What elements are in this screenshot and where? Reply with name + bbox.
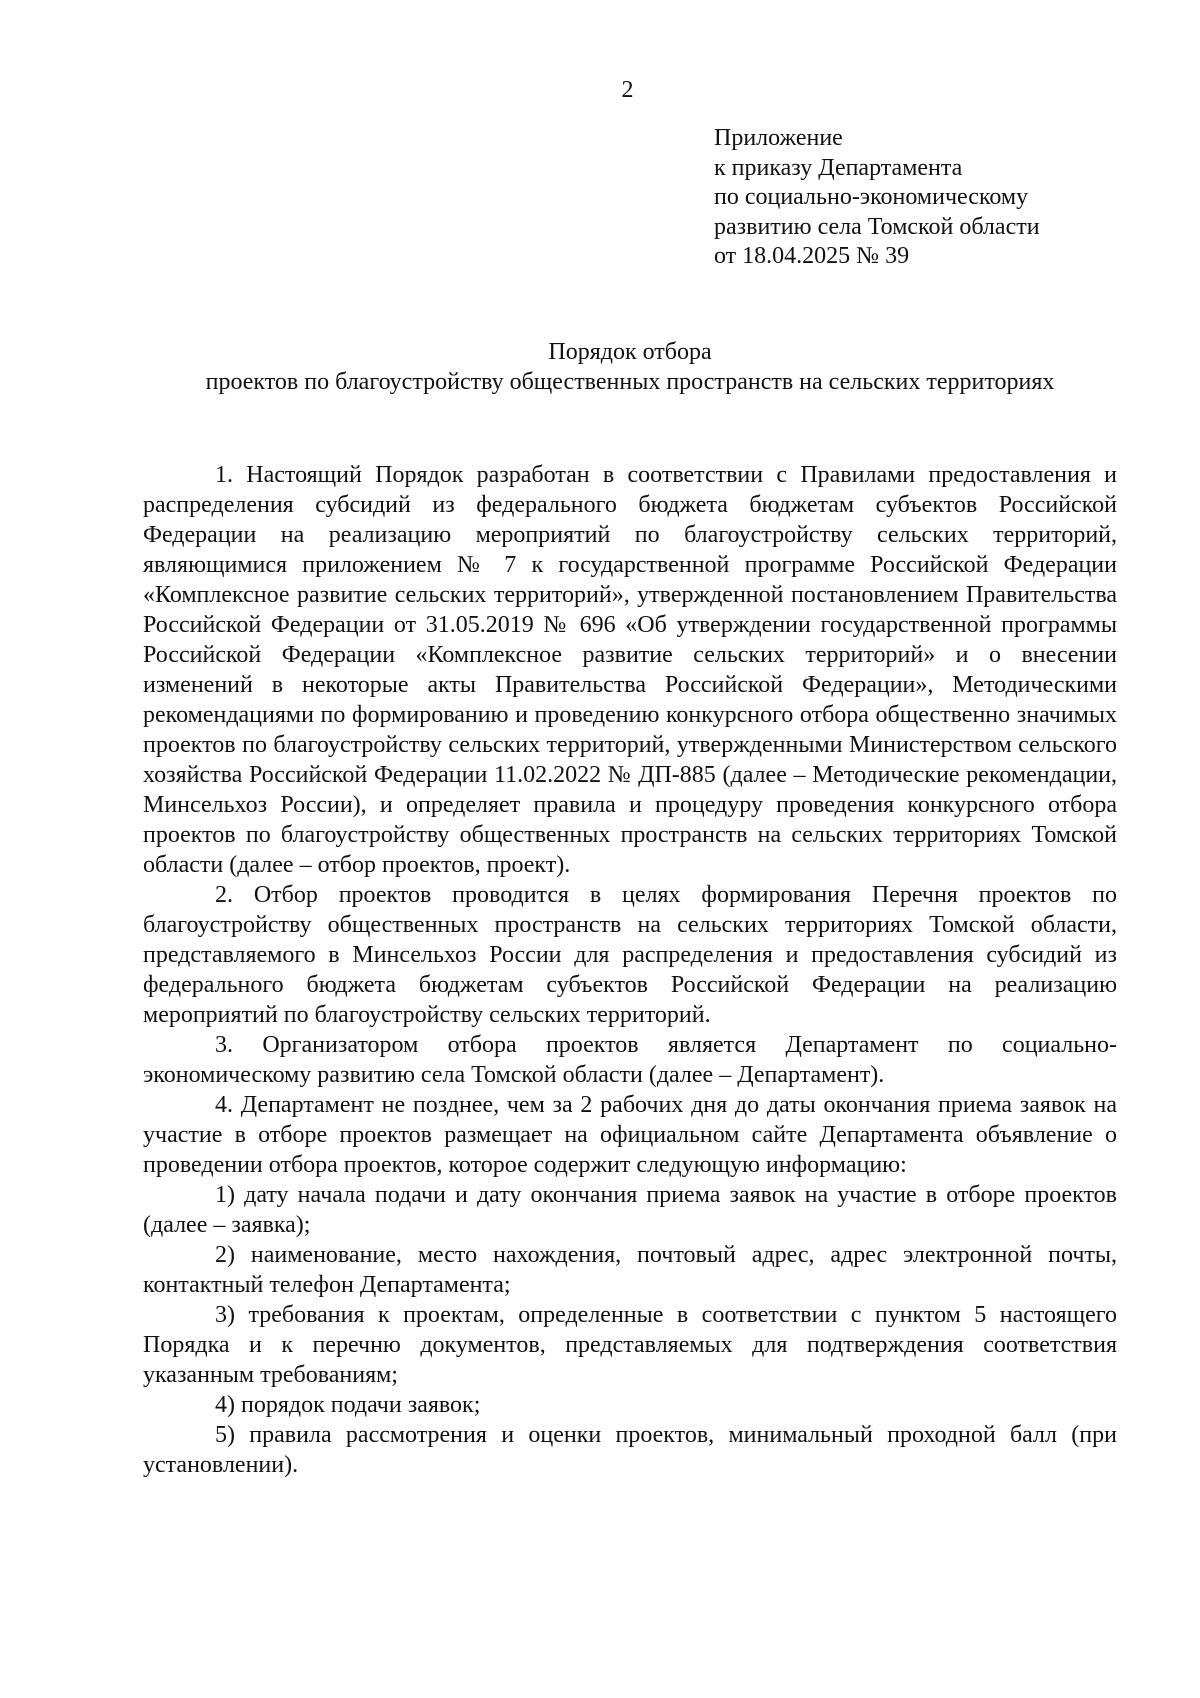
- title-line-1: Порядок отбора: [548, 339, 712, 365]
- paragraph-4: 4. Департамент не позднее, чем за 2 рабочих дня до даты окончания приема заявок на участие в отборе проектов размещает на официальном сайте Департамента объявление о проведении отбора проектов, которое содержит следующую информацию:: [143, 1092, 1117, 1178]
- list-item-5: 5) правила рассмотрения и оценки проектов, минимальный проходной балл (при установлении).: [143, 1422, 1117, 1478]
- annex-block: [714, 124, 1154, 272]
- document-title: [143, 338, 1117, 397]
- annex-line: по социально-экономическому: [714, 184, 1029, 210]
- annex-line: развитию села Томской области: [714, 213, 1040, 240]
- list-item-4: 4) порядок подачи заявок;: [215, 1392, 481, 1418]
- document-body: [143, 460, 1117, 1480]
- list-item-2: 2) наименование, место нахождения, почтовый адрес, адрес электронной почты, контактный телефон Департамента;: [143, 1242, 1117, 1298]
- annex-line: от 18.04.2025 № 39: [714, 243, 910, 269]
- annex-line: Приложение: [714, 125, 843, 151]
- paragraph-1: 1. Настоящий Порядок разработан в соответствии с Правилами предоставления и распределения субсидий из федерального бюджета бюджетам субъектов Российской Федерации на реализацию мероприятий по благоустройству сельских территорий, являющимися приложением № 7 к государственной программе Российской Федерации «Комплексное развитие сельских территорий», утвержденной постановлением Правительства Российской Федерации от 31.05.2019 № 696 «Об утверждении государственной программы Российской Федерации «Комплексное развитие сельских территорий» и о внесении изменений в некоторые акты Правительства Российской Федерации», Методическими рекомендациями по формированию и проведению конкурсного отбора общественно значимых проектов по благоустройству сельских территорий, утвержденными Министерством сельского хозяйства Российской Федерации 11.02.2022 № ДП-885 (далее – Методические рекомендации, Минсельхоз России), и определяет правила и процедуру проведения конкурсного отбора проектов по благоустройству общественных пространств на сельских территориях Томской области (далее – отбор проектов, проект).: [143, 462, 1117, 878]
- title-line-2: проектов по благоустройству общественных пространств на сельских территориях: [205, 368, 1055, 395]
- paragraph-3: 3. Организатором отбора проектов является Департамент по социально-экономическому развитию села Томской области (далее – Департамент).: [143, 1032, 1117, 1088]
- page-number: 2: [621, 77, 634, 103]
- list-item-3: 3) требования к проектам, определенные в соответствии с пунктом 5 настоящего Порядка и к перечню документов, представляемых для подтверждения соответствия указанным требованиям;: [143, 1302, 1117, 1388]
- annex-line: к приказу Департамента: [714, 154, 963, 181]
- paragraph-2: 2. Отбор проектов проводится в целях формирования Перечня проектов по благоустройству общественных пространств на сельских территориях Томской области, представляемого в Минсельхоз России для распределения и предоставления субсидий из федерального бюджета бюджетам субъектов Российской Федерации на реализацию мероприятий по благоустройству сельских территорий.: [143, 882, 1117, 1028]
- list-item-1: 1) дату начала подачи и дату окончания приема заявок на участие в отборе проектов (далее – заявка);: [143, 1182, 1117, 1238]
